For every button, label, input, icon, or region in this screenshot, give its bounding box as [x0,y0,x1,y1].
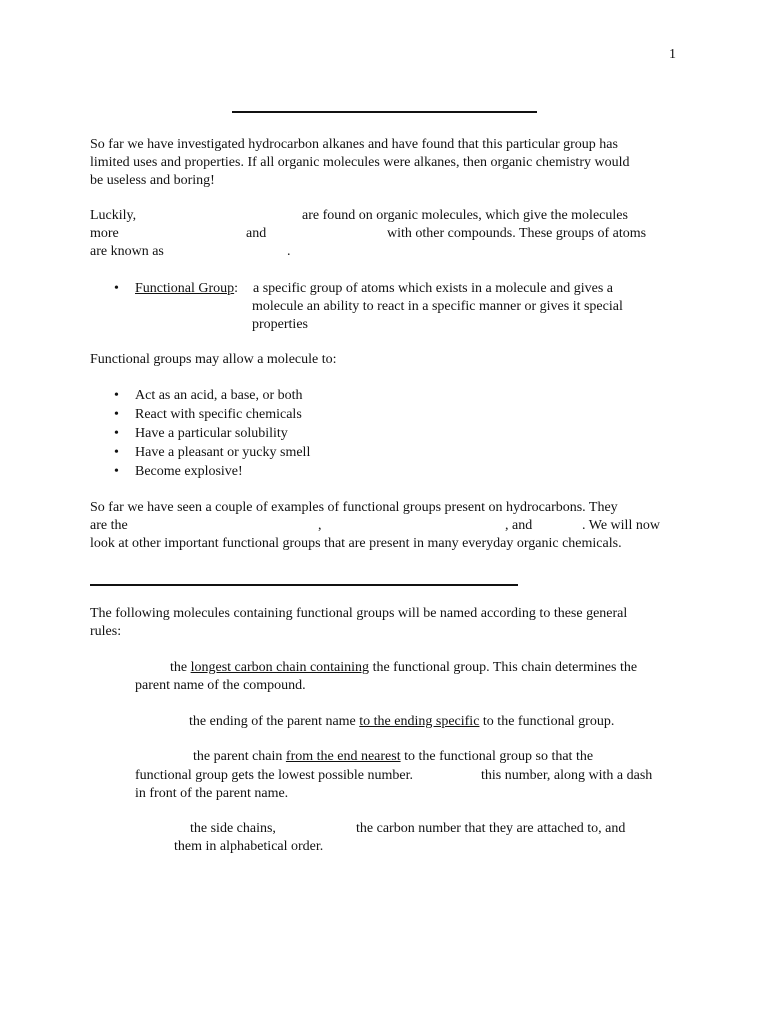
title-blank-line [232,111,537,113]
rule-4-text-a: the side chains, [190,821,276,836]
luckily-text-1b: are found on organic molecules, which give the molecules [302,208,628,223]
rule-2-line-1 [189,713,614,731]
luckily-text-2a: more [90,226,119,241]
definition-line-1 [135,280,238,298]
rule-2-underlined: to the ending specific [359,714,480,729]
rule-3-text-a: the parent chain [193,749,286,764]
examples-text-2d: . We will now [582,518,660,533]
rule-1-text-a: the [170,660,191,675]
examples-text-2b: , [318,518,322,533]
rule-3-line-2a: functional group gets the lowest possible number. [135,768,414,783]
definition-colon: : [234,281,239,296]
bullet-icon: • [114,388,119,403]
rule-3-line-2b: this number, along with a dash [481,768,653,783]
rule-3-underlined: from the end nearest [285,749,401,764]
intro-line-2: limited uses and properties. If all organic molecules were alkanes, then organic chemistry would [90,155,630,170]
allow-item: React with specific chemicals [135,407,302,422]
examples-line-3: look at other important functional groups that are present in many everyday organic chemicals. [90,536,622,551]
rule-1-text-b: the functional group. This chain determines the [369,660,638,675]
section-heading-blank-line [90,584,518,586]
bullet-icon: • [114,426,119,441]
rule-2-text-a: the ending of the parent name [189,714,360,729]
examples-line-1: So far we have seen a couple of examples of functional groups present on hydrocarbons. They [90,500,618,515]
rule-3-line-3: in front of the parent name. [135,786,289,801]
luckily-text-1a: Luckily, [90,208,137,223]
luckily-text-3a: are known as [90,244,164,259]
rule-4-text-b: the carbon number that they are attached to, and [356,821,626,836]
rule-1-line-1 [170,659,637,677]
allow-intro: Functional groups may allow a molecule to: [90,352,337,367]
intro-line-3: be useless and boring! [90,173,215,188]
allow-item: Have a pleasant or yucky smell [135,445,311,460]
bullet-icon: • [114,445,119,460]
rule-3-line-1 [193,748,593,766]
allow-item: Become explosive! [135,464,243,479]
examples-text-2c: , and [505,518,533,533]
definition-text-1: a specific group of atoms which exists in a molecule and gives a [253,281,614,296]
definition-text-3: properties [252,317,308,332]
rule-2-text-b: to the functional group. [479,714,615,729]
examples-text-2a: are the [90,518,128,533]
intro-line-1: So far we have investigated hydrocarbon alkanes and have found that this particular group has [90,137,618,152]
page-number: 1 [669,47,676,62]
allow-item: Have a particular solubility [135,426,288,441]
luckily-text-2b: and [246,226,267,241]
definition-term: Functional Group [135,281,235,296]
bullet-icon: • [114,407,119,422]
rules-intro-line-2: rules: [90,624,122,639]
definition-text-2: molecule an ability to react in a specific manner or gives it special [252,299,623,314]
bullet-icon: • [114,464,119,479]
bullet-icon: • [114,281,119,296]
rule-3-text-b: to the functional group so that the [400,749,594,764]
luckily-text-3b: . [287,244,291,259]
rule-1-underlined: longest carbon chain containing [190,660,370,675]
rule-1-line-2: parent name of the compound. [135,678,306,693]
rules-intro-line-1: The following molecules containing functional groups will be named according to these general [90,606,628,621]
luckily-text-2c: with other compounds. These groups of atoms [387,226,647,241]
rule-4-line-2: them in alphabetical order. [174,839,324,854]
allow-item: Act as an acid, a base, or both [135,388,303,403]
